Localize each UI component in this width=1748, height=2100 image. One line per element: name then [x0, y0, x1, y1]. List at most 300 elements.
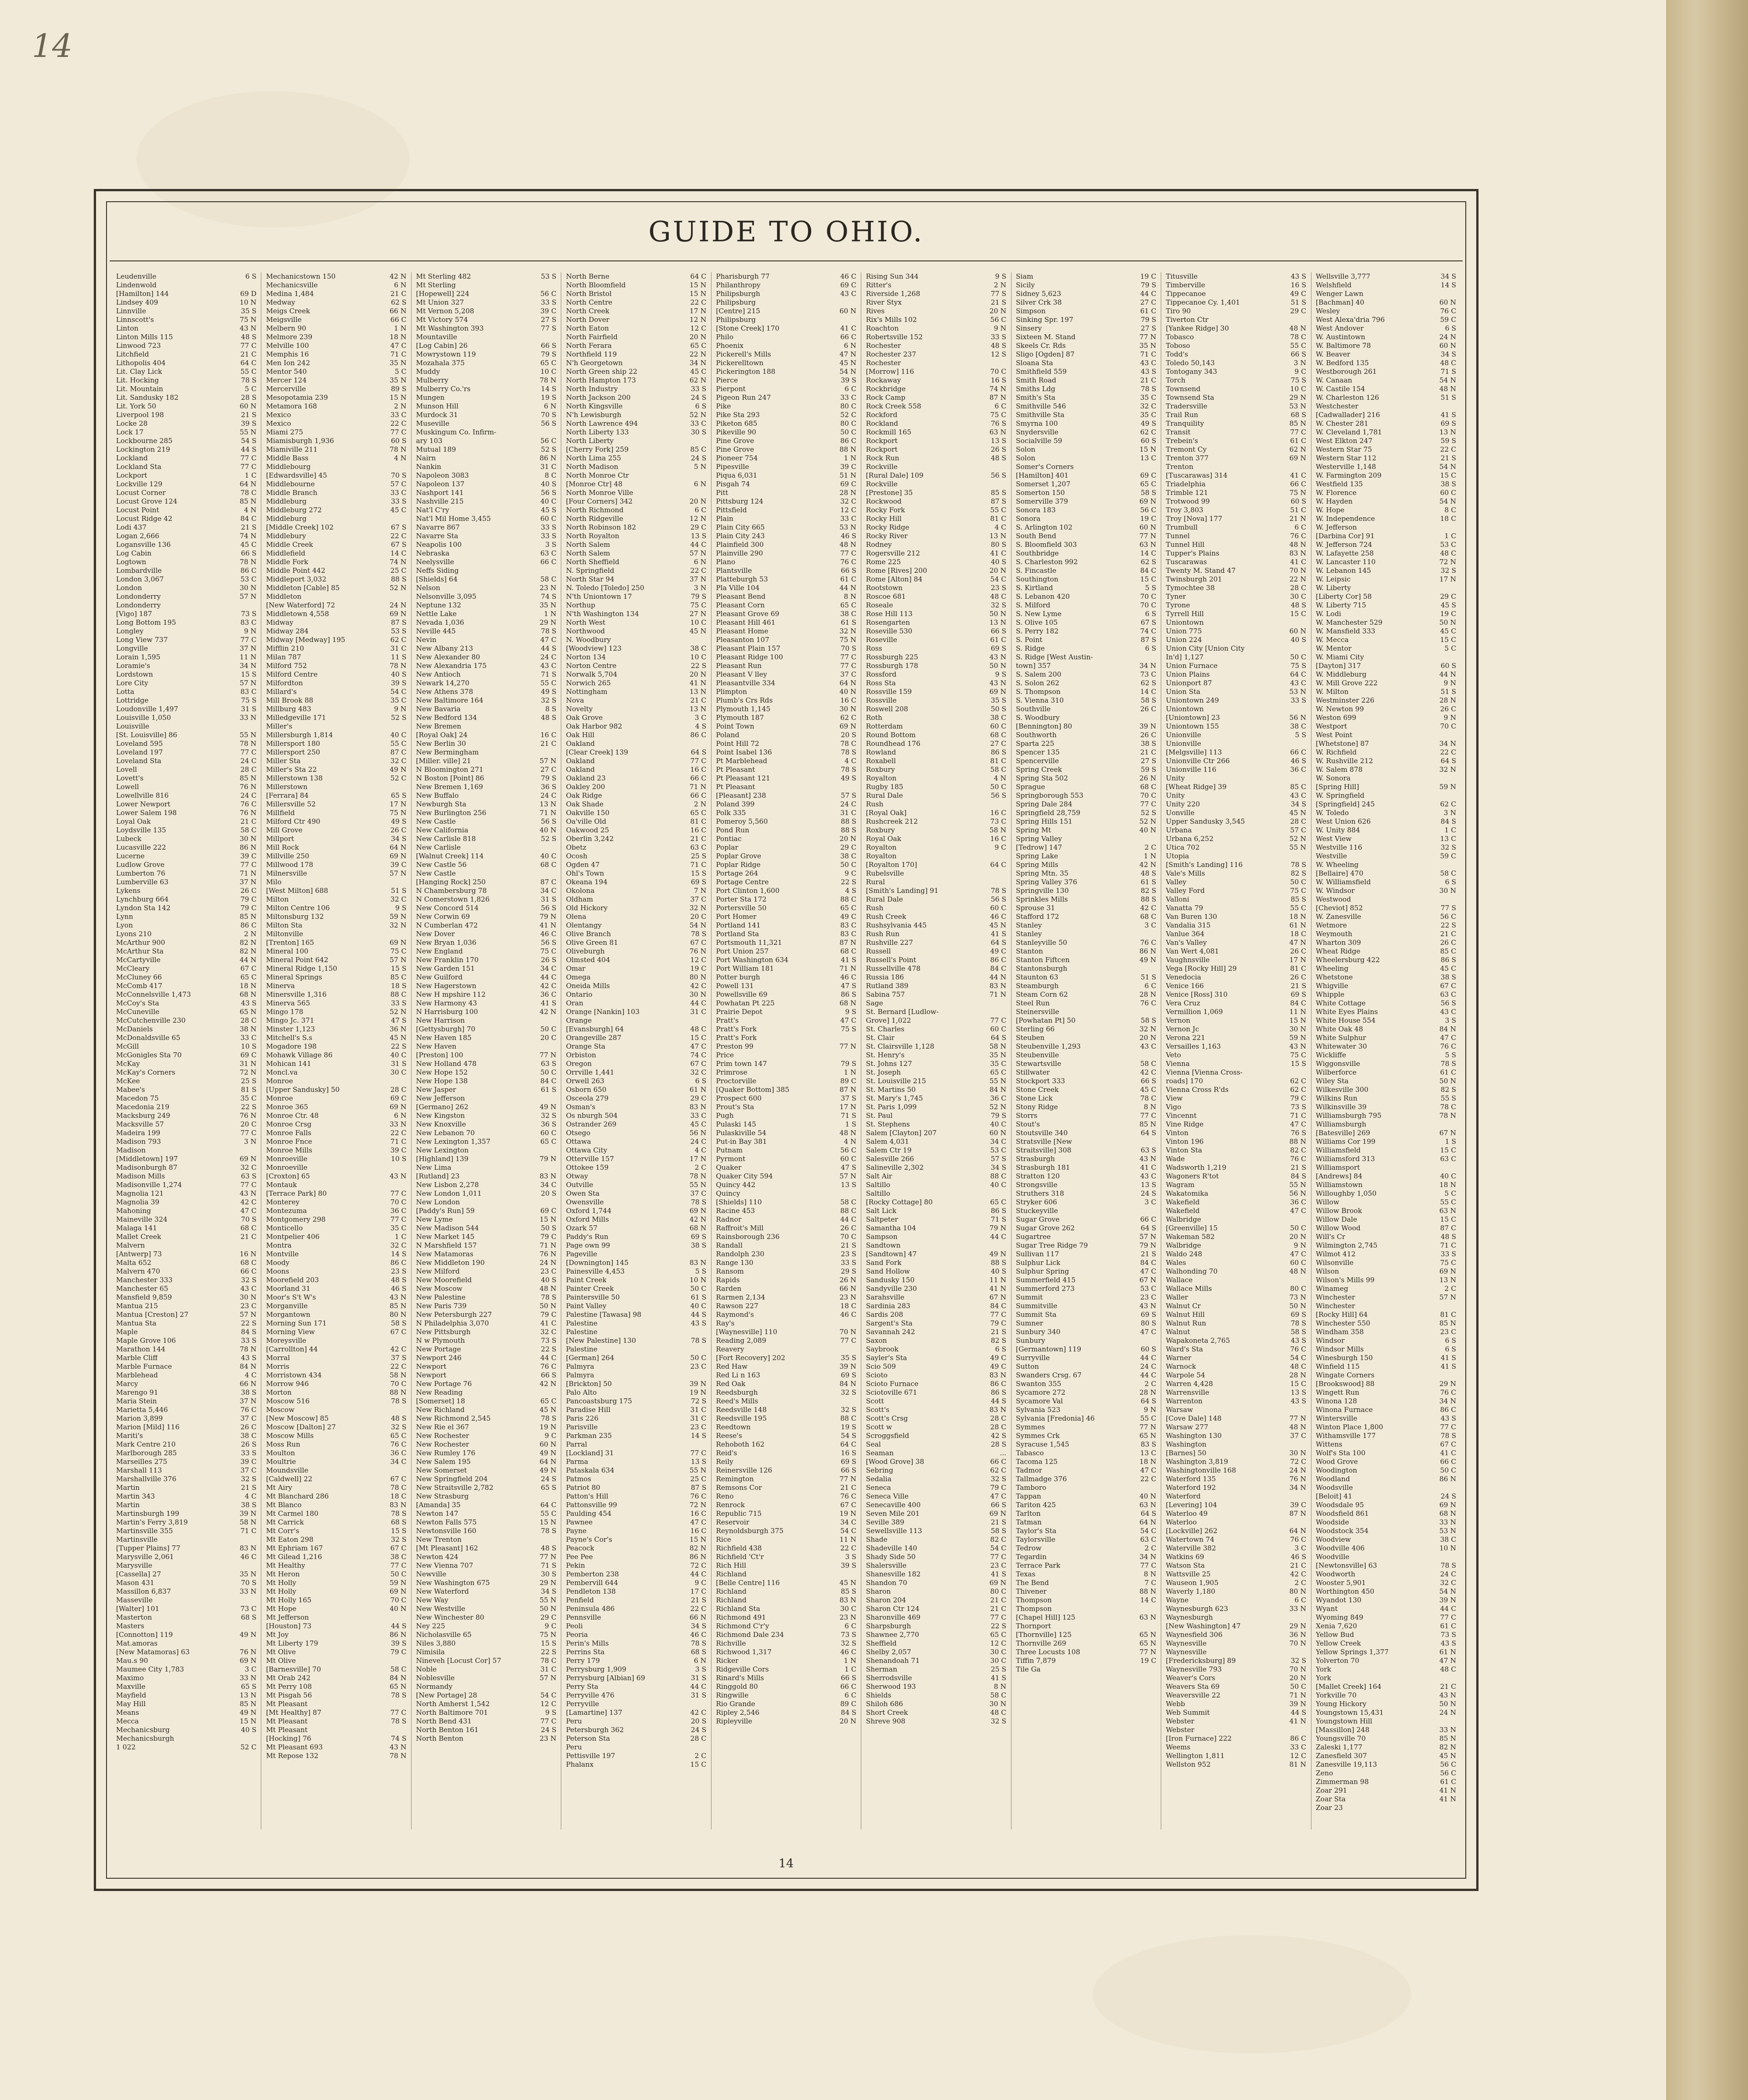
map-reference: 65 C — [240, 973, 257, 981]
place-entry — [1166, 757, 1306, 765]
place-name: Paulding 454 — [566, 1509, 612, 1518]
map-reference: 50 C — [1290, 1682, 1306, 1691]
map-reference: 19 N — [839, 1509, 857, 1518]
place-entry — [866, 765, 1006, 774]
place-entry — [716, 1129, 856, 1137]
map-reference: 70 C — [1140, 601, 1157, 609]
map-reference: 87 N — [839, 1086, 857, 1094]
map-reference: 46 C — [690, 1631, 706, 1639]
place-name: Montpelier 406 — [266, 1233, 320, 1241]
place-name: [Rocky Cottage] 80 — [866, 1198, 933, 1206]
place-name: Richland Sta — [716, 1605, 760, 1613]
map-reference: 2 N — [394, 402, 407, 410]
place-entry — [416, 489, 556, 497]
map-reference: 39 N — [1439, 1596, 1456, 1604]
place-name: Pawnee — [566, 1518, 593, 1526]
place-name: Westville — [1316, 852, 1347, 860]
place-entry — [1016, 1241, 1156, 1250]
place-name: [Hamilton] 144 — [116, 290, 169, 298]
place-entry — [1166, 540, 1306, 549]
place-entry — [1016, 930, 1156, 938]
place-entry — [866, 393, 1006, 402]
place-name: Medina 1,484 — [266, 290, 314, 298]
map-reference: 60 S — [391, 437, 407, 445]
place-entry — [716, 1241, 856, 1250]
place-entry — [566, 861, 706, 869]
place-entry — [1316, 861, 1456, 869]
place-name: Richmond 491 — [716, 1613, 766, 1621]
place-name: Prim town 147 — [716, 1060, 767, 1068]
place-name: Miamisburgh 1,936 — [266, 437, 334, 445]
place-name: Newport 246 — [416, 1354, 462, 1362]
place-name: [Somerset] 18 — [416, 1397, 465, 1405]
map-reference: 56 S — [541, 904, 557, 912]
place-name: Nankin — [416, 463, 442, 471]
place-entry — [416, 1189, 556, 1198]
map-reference: 61 S — [841, 618, 857, 627]
place-entry — [566, 826, 706, 835]
place-entry — [416, 930, 556, 938]
place-name: Mohican 141 — [266, 1060, 311, 1068]
map-reference: 48 N — [1289, 1423, 1306, 1431]
map-reference: 43 S — [1291, 1397, 1306, 1405]
map-reference: 4 C — [994, 523, 1006, 531]
map-reference: 3 C — [1144, 1198, 1157, 1206]
place-name: Navarre 867 — [416, 523, 460, 531]
place-name: Mt Holly — [266, 1587, 296, 1595]
place-entry — [116, 1691, 256, 1700]
place-name: Reily — [716, 1458, 733, 1466]
place-entry — [1316, 350, 1456, 359]
place-entry — [1166, 1518, 1306, 1527]
map-reference: 22 S — [541, 1648, 557, 1656]
map-reference: 54 N — [1439, 463, 1456, 471]
map-reference: 75 C — [540, 947, 557, 955]
map-reference: 71 N — [839, 964, 857, 973]
map-reference: 19 N — [539, 1423, 557, 1431]
place-entry — [1316, 1708, 1456, 1717]
place-entry — [1166, 454, 1306, 463]
place-name: [Batesville] 269 — [1316, 1129, 1370, 1137]
place-name: Pickerington 188 — [716, 367, 776, 376]
place-entry — [266, 1207, 406, 1215]
place-name: Mt Holly — [266, 1579, 296, 1587]
place-entry — [416, 644, 556, 653]
place-entry — [1166, 1657, 1306, 1665]
map-reference: 15 S — [391, 1527, 407, 1535]
map-reference: 63 N — [1139, 540, 1157, 549]
place-entry — [866, 1432, 1006, 1440]
place-name: Otsego — [566, 1129, 590, 1137]
map-reference: 85 N — [1439, 1319, 1456, 1327]
map-reference — [854, 316, 856, 324]
place-name: Scott's Crsg — [866, 1414, 908, 1422]
place-name: Unity 220 — [1166, 800, 1200, 808]
place-name: New Somerset — [416, 1466, 467, 1474]
map-reference: 20 N — [689, 333, 706, 341]
place-name: Means — [116, 1708, 139, 1717]
map-reference — [1453, 861, 1456, 869]
map-reference: 5 C — [1444, 644, 1456, 652]
place-name: Nashport 141 — [416, 489, 464, 497]
place-entry — [416, 1605, 556, 1613]
map-reference: 64 S — [691, 748, 706, 756]
place-entry — [1316, 558, 1456, 566]
place-name: North Kingsville — [566, 402, 623, 410]
place-name: Stanley — [1016, 921, 1042, 929]
map-reference: 1 S — [1445, 1137, 1456, 1146]
place-name: Linwood 723 — [116, 342, 161, 350]
map-reference: 73 S — [241, 610, 257, 618]
place-entry — [1316, 869, 1456, 878]
place-entry — [566, 1518, 706, 1527]
place-name: Renrock — [716, 1501, 745, 1509]
place-entry — [416, 636, 556, 644]
place-entry — [566, 281, 706, 290]
place-name: Perry 179 — [566, 1657, 600, 1665]
place-name: Wallace Mills — [1166, 1284, 1212, 1293]
place-name: Marion 3,899 — [116, 1414, 163, 1422]
place-entry — [416, 584, 556, 592]
place-name: Meigsville — [266, 316, 302, 324]
map-reference: 65 C — [840, 601, 857, 609]
map-reference: 34 N — [1289, 1483, 1306, 1492]
place-entry — [116, 835, 256, 843]
place-name: Olive Branch — [566, 930, 611, 938]
place-name: Pleasanton 107 — [716, 636, 769, 644]
place-name: Pleasant Hill 461 — [716, 618, 776, 627]
place-entry — [566, 1181, 706, 1189]
map-reference: 65 N — [239, 1008, 257, 1016]
place-entry — [866, 1163, 1006, 1172]
map-reference: 49 N — [539, 1103, 557, 1111]
place-entry — [1166, 688, 1306, 696]
map-reference: 76 C — [240, 800, 257, 808]
place-name: Martin — [116, 1501, 140, 1509]
place-name: Rockland — [866, 419, 899, 428]
map-reference: 42 C — [1290, 1570, 1306, 1578]
place-entry — [1166, 679, 1306, 688]
place-name: Westerville 1,148 — [1316, 463, 1376, 471]
place-entry — [866, 1449, 1006, 1458]
place-entry — [266, 402, 406, 411]
place-name: Sardis 208 — [866, 1310, 904, 1319]
place-entry — [266, 705, 406, 714]
place-name: [St. Louisville] 86 — [116, 731, 178, 739]
place-entry — [266, 1380, 406, 1388]
place-name: Mt Sterling 482 — [416, 272, 471, 280]
map-reference: 73 S — [841, 1631, 857, 1639]
place-name: Middlefield — [266, 549, 305, 557]
place-entry — [716, 739, 856, 748]
place-name: S. Fincastle — [1016, 566, 1057, 575]
map-reference: 66 S — [241, 549, 257, 557]
place-entry — [1316, 402, 1456, 411]
place-entry — [266, 921, 406, 930]
map-reference: 67 S — [391, 540, 407, 549]
map-reference: 28 C — [240, 765, 257, 774]
place-entry — [866, 463, 1006, 471]
map-reference — [1304, 1440, 1306, 1449]
map-reference: 70 C — [390, 1198, 407, 1206]
map-reference: 75 S — [1291, 662, 1306, 670]
place-name: Okeana 194 — [566, 878, 608, 886]
map-reference: 20 N — [1139, 1034, 1157, 1042]
place-name: Ohl's Town — [566, 869, 605, 877]
map-reference: 6 N — [844, 342, 857, 350]
place-entry — [1016, 324, 1156, 333]
place-name: North Monroe Ville — [566, 489, 633, 497]
place-name: Trebein's — [1166, 437, 1198, 445]
place-entry — [266, 437, 406, 445]
place-name: Payne's Cor's — [566, 1535, 612, 1544]
gazetteer-columns — [112, 272, 1461, 1830]
place-entry — [716, 1086, 856, 1094]
place-entry — [116, 1397, 256, 1406]
place-entry — [416, 990, 556, 999]
map-reference — [554, 566, 556, 575]
place-entry — [266, 1077, 406, 1086]
place-name: Unity — [1166, 774, 1185, 782]
place-entry — [1016, 281, 1156, 290]
place-name: Triadelphia — [1166, 480, 1206, 488]
map-reference: 77 C — [1290, 428, 1306, 436]
place-entry — [416, 878, 556, 887]
place-entry — [566, 947, 706, 956]
place-name: Pekin — [566, 1561, 585, 1570]
place-entry — [1166, 1120, 1306, 1129]
place-name: [Croxton] 65 — [266, 1172, 310, 1180]
place-entry — [716, 489, 856, 497]
map-reference: 44 N — [989, 973, 1006, 981]
place-name: Stout's — [1016, 1120, 1040, 1128]
place-entry — [1316, 316, 1456, 324]
place-name: [West Milton] 688 — [266, 887, 328, 895]
place-name: Walnut Hill — [1166, 1310, 1205, 1319]
place-entry — [1316, 1345, 1456, 1354]
place-name: Rootstown — [866, 584, 903, 592]
place-name: S. Bloomfield 303 — [1016, 540, 1077, 549]
place-entry — [116, 1016, 256, 1025]
map-reference: 18 C — [1290, 930, 1306, 938]
map-reference — [1453, 523, 1456, 532]
map-reference — [1304, 644, 1306, 653]
map-reference — [704, 489, 706, 497]
place-name: Wesley — [1316, 307, 1340, 315]
map-reference: 66 C — [840, 333, 857, 341]
map-reference: 86 C — [240, 566, 257, 575]
place-entry — [716, 852, 856, 861]
place-entry — [116, 1622, 256, 1631]
place-name: Xenia 7,620 — [1316, 1622, 1357, 1630]
map-reference: 32 C — [690, 1068, 706, 1076]
map-reference: 79 N — [989, 1224, 1006, 1232]
place-name: [Stone Creek] 170 — [716, 324, 779, 332]
map-reference: 21 S — [1291, 1163, 1306, 1172]
place-name: Whigville — [1316, 982, 1348, 990]
place-name: Stockport 333 — [1016, 1077, 1065, 1085]
place-name: Moody — [266, 1259, 290, 1267]
map-reference — [1304, 1215, 1306, 1224]
place-name: Newport — [416, 1362, 447, 1371]
place-entry — [266, 1094, 406, 1103]
map-reference: 45 C — [1440, 964, 1456, 973]
place-name: Southville — [1016, 705, 1051, 713]
map-reference: 26 C — [1140, 705, 1157, 713]
map-reference: 66 C — [390, 316, 407, 324]
place-entry — [1166, 1060, 1306, 1068]
place-name: New Vienna 707 — [416, 1561, 473, 1570]
place-entry — [266, 904, 406, 912]
place-name: Montville — [266, 1250, 299, 1258]
place-name: New Petersburgh 227 — [416, 1310, 492, 1319]
map-reference: 83 N — [989, 1406, 1006, 1414]
place-name: Sterling 66 — [1016, 1025, 1055, 1033]
place-entry — [866, 1475, 1006, 1483]
place-name: Smith Road — [1016, 376, 1057, 384]
place-entry — [566, 1103, 706, 1111]
map-reference: 61 S — [541, 1086, 557, 1094]
place-entry — [1316, 653, 1456, 662]
map-reference: 44 S — [1291, 1708, 1306, 1717]
place-name: Murdock 31 — [416, 411, 458, 419]
place-entry — [866, 947, 1006, 956]
place-name: Royal Oak — [866, 835, 901, 843]
map-reference — [1453, 1674, 1456, 1682]
place-entry — [1316, 281, 1456, 290]
map-reference: 63 N — [989, 428, 1006, 436]
place-name: Wiley Sta — [1316, 1077, 1349, 1085]
place-entry — [1166, 1535, 1306, 1544]
place-name: Yellow Creek — [1316, 1639, 1361, 1647]
place-name: Price — [716, 1051, 734, 1059]
place-entry — [1316, 463, 1456, 471]
place-name: Plymouth 187 — [716, 714, 764, 722]
place-entry — [1166, 895, 1306, 904]
map-reference: 78 N — [1439, 1111, 1456, 1120]
place-entry — [866, 921, 1006, 930]
place-name: Rio Grande — [716, 1700, 755, 1708]
map-reference: 67 S — [391, 523, 407, 531]
map-reference — [254, 1596, 256, 1605]
map-reference: 42 C — [690, 982, 706, 990]
map-reference: 32 C — [1440, 1579, 1456, 1587]
place-name: Rowland — [866, 748, 896, 756]
place-name: Waynesville — [1166, 1639, 1207, 1647]
place-name: West Union 626 — [1316, 817, 1371, 826]
place-name: Mt Repose 132 — [266, 1752, 319, 1760]
place-name: Parral — [566, 1440, 587, 1448]
place-name: [Edwardsville] 45 — [266, 471, 327, 479]
place-entry — [1016, 1181, 1156, 1189]
place-entry — [1316, 791, 1456, 800]
map-reference: 4 C — [844, 757, 857, 765]
place-name: Sayler's Sta — [866, 1354, 907, 1362]
place-name: Pipesville — [716, 463, 749, 471]
map-reference — [704, 636, 706, 644]
map-reference: 38 S — [1140, 739, 1157, 748]
map-reference: 43 S — [1291, 1336, 1306, 1345]
place-entry — [716, 1700, 856, 1708]
place-name: Van Wert 4,081 — [1166, 947, 1219, 955]
place-entry — [416, 1328, 556, 1336]
map-reference: 29 N — [1289, 1622, 1306, 1630]
place-name: Morganville — [266, 1302, 308, 1310]
place-name: [Amanda] 35 — [416, 1501, 461, 1509]
map-reference: 6 S — [1145, 644, 1157, 652]
place-name: Pulaski 145 — [716, 1120, 757, 1128]
place-entry — [266, 1181, 406, 1189]
place-name: [Beloit] 41 — [1316, 1492, 1352, 1500]
place-entry — [116, 1111, 256, 1120]
place-name: Put-in Bay 381 — [716, 1137, 767, 1146]
place-name: Mt Blanco — [266, 1501, 302, 1509]
map-reference — [404, 1613, 407, 1622]
place-entry — [266, 982, 406, 990]
map-reference: 9 S — [845, 1008, 857, 1016]
place-entry — [266, 1726, 406, 1734]
place-entry — [266, 869, 406, 878]
map-reference: 87 S — [991, 497, 1006, 505]
map-reference: 42 C — [690, 1708, 706, 1717]
place-name: Smyrna 100 — [1016, 419, 1058, 428]
map-reference: 56 C — [1440, 1769, 1456, 1777]
map-reference — [554, 1042, 556, 1051]
place-entry — [266, 1665, 406, 1674]
map-reference: 14 S — [691, 1432, 706, 1440]
map-reference: 24 C — [690, 1137, 706, 1146]
place-name: Uniontown — [1166, 618, 1204, 627]
place-entry — [566, 938, 706, 947]
place-name: Woodsville — [1316, 1483, 1353, 1492]
place-name: Mt Pleasant 693 — [266, 1743, 323, 1751]
place-name: Litchfield — [116, 350, 149, 358]
place-name: Sonora 183 — [1016, 506, 1056, 514]
map-reference: 55 N — [1289, 843, 1306, 851]
place-entry — [866, 904, 1006, 912]
place-entry — [716, 428, 856, 437]
place-name: New Berlin 30 — [416, 739, 466, 748]
place-name: Ocosh — [566, 852, 588, 860]
map-reference: 47 S — [841, 982, 857, 990]
place-entry — [266, 1631, 406, 1639]
place-name: Maxville — [116, 1682, 146, 1691]
place-name: Springborough 553 — [1016, 791, 1083, 800]
place-entry — [1016, 1492, 1156, 1501]
place-name: Thompson — [1016, 1605, 1052, 1613]
place-name: Trotwood 99 — [1166, 497, 1210, 505]
place-name: Yellow Springs 1,377 — [1316, 1648, 1389, 1656]
place-name: [Royal Oak] — [866, 809, 907, 817]
place-entry — [866, 1068, 1006, 1077]
place-name: McCoy's Sta — [116, 999, 159, 1007]
map-reference: 58 S — [1140, 489, 1157, 497]
place-name: New Hagerstown — [416, 982, 477, 990]
place-entry — [866, 324, 1006, 333]
map-reference: 86 S — [991, 1207, 1006, 1215]
map-reference: 86 C — [840, 437, 857, 445]
map-reference: 6 C — [694, 506, 706, 514]
place-entry — [866, 861, 1006, 869]
place-entry — [716, 1501, 856, 1509]
map-reference: 36 N — [1289, 1631, 1306, 1639]
place-name: North Liberty — [566, 437, 614, 445]
place-entry — [1016, 1527, 1156, 1535]
place-name: Navarre Sta — [416, 532, 458, 540]
place-name: Neffs Siding — [416, 566, 459, 575]
map-reference: 3 S — [1445, 1016, 1456, 1025]
place-name: Moulton — [266, 1449, 295, 1457]
